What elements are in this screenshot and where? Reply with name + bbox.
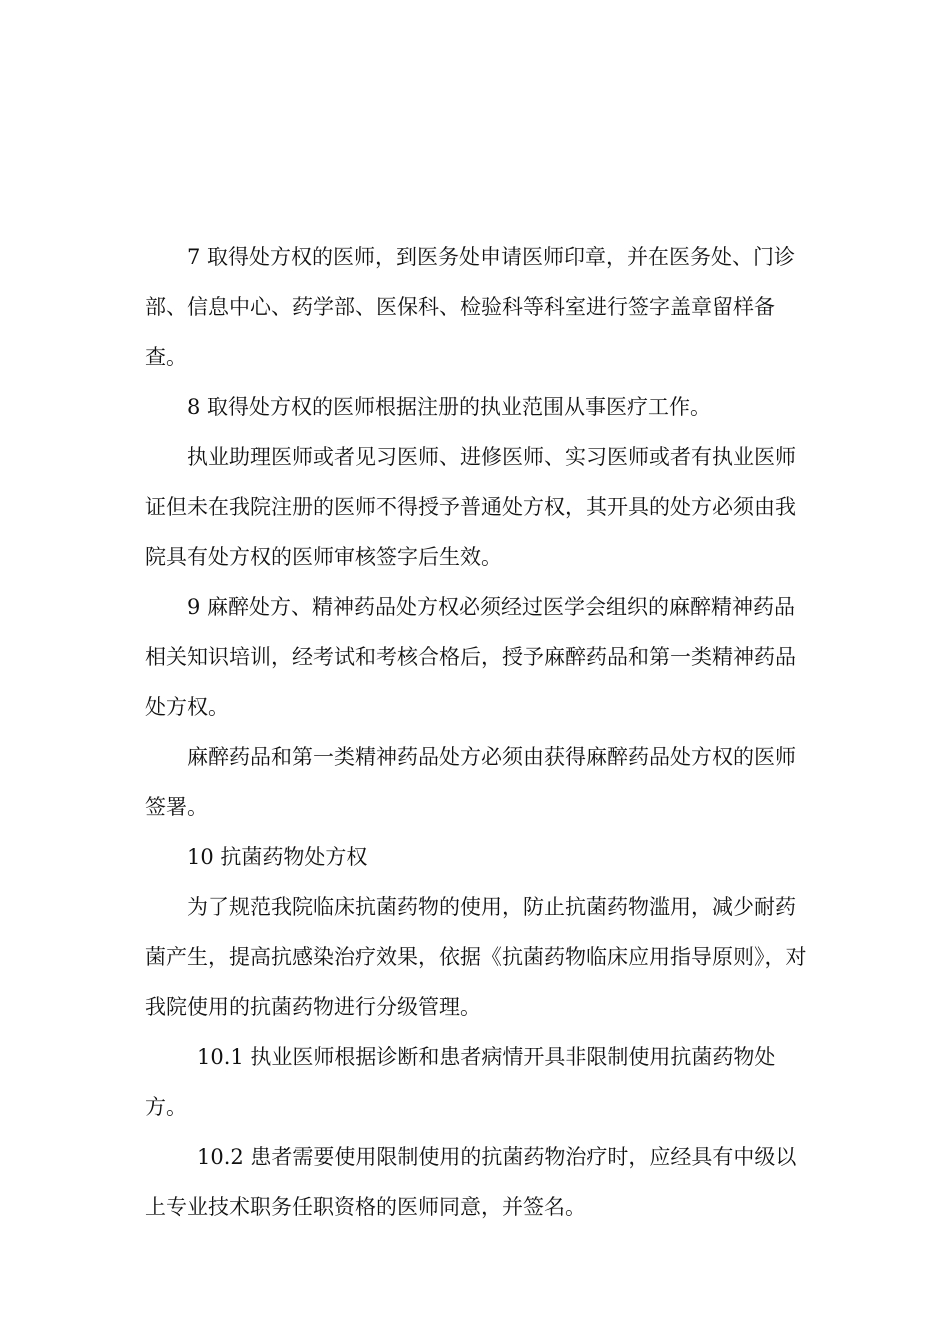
paragraph-9: 9 麻醉处方、精神药品处方权必须经过医学会组织的麻醉精神药品相关知识培训，经考试和考核合格后，授予麻醉药品和第一类精神药品处方权。 (145, 595, 796, 719)
paragraph-7: 7 取得处方权的医师，到医务处申请医师印章，并在医务处、门诊部、信息中心、药学部、医保科、检验科等科室进行签字盖章留样备查。 (145, 245, 796, 369)
document-body (145, 232, 810, 1232)
paragraph-9-note: 麻醉药品和第一类精神药品处方必须由获得麻醉药品处方权的医师签署。 (145, 745, 796, 819)
paragraph-10-1: 10.1 执业医师根据诊断和患者病情开具非限制使用抗菌药物处方。 (145, 1045, 776, 1119)
paragraph-10-2: 10.2 患者需要使用限制使用的抗菌药物治疗时，应经具有中级以上专业技术职务任职资格的医师同意，并签名。 (145, 1145, 797, 1219)
paragraph-10-heading: 10 抗菌药物处方权 (187, 845, 368, 869)
paragraph-10-intro: 为了规范我院临床抗菌药物的使用，防止抗菌药物滥用，减少耐药菌产生，提高抗感染治疗效果，依据《抗菌药物临床应用指导原则》，对我院使用的抗菌药物进行分级管理。 (145, 895, 807, 1019)
paragraph-8: 8 取得处方权的医师根据注册的执业范围从事医疗工作。 (187, 395, 712, 419)
paragraph-8-note: 执业助理医师或者见习医师、进修医师、实习医师或者有执业医师证但未在我院注册的医师不得授予普通处方权，其开具的处方必须由我院具有处方权的医师审核签字后生效。 (145, 445, 796, 569)
